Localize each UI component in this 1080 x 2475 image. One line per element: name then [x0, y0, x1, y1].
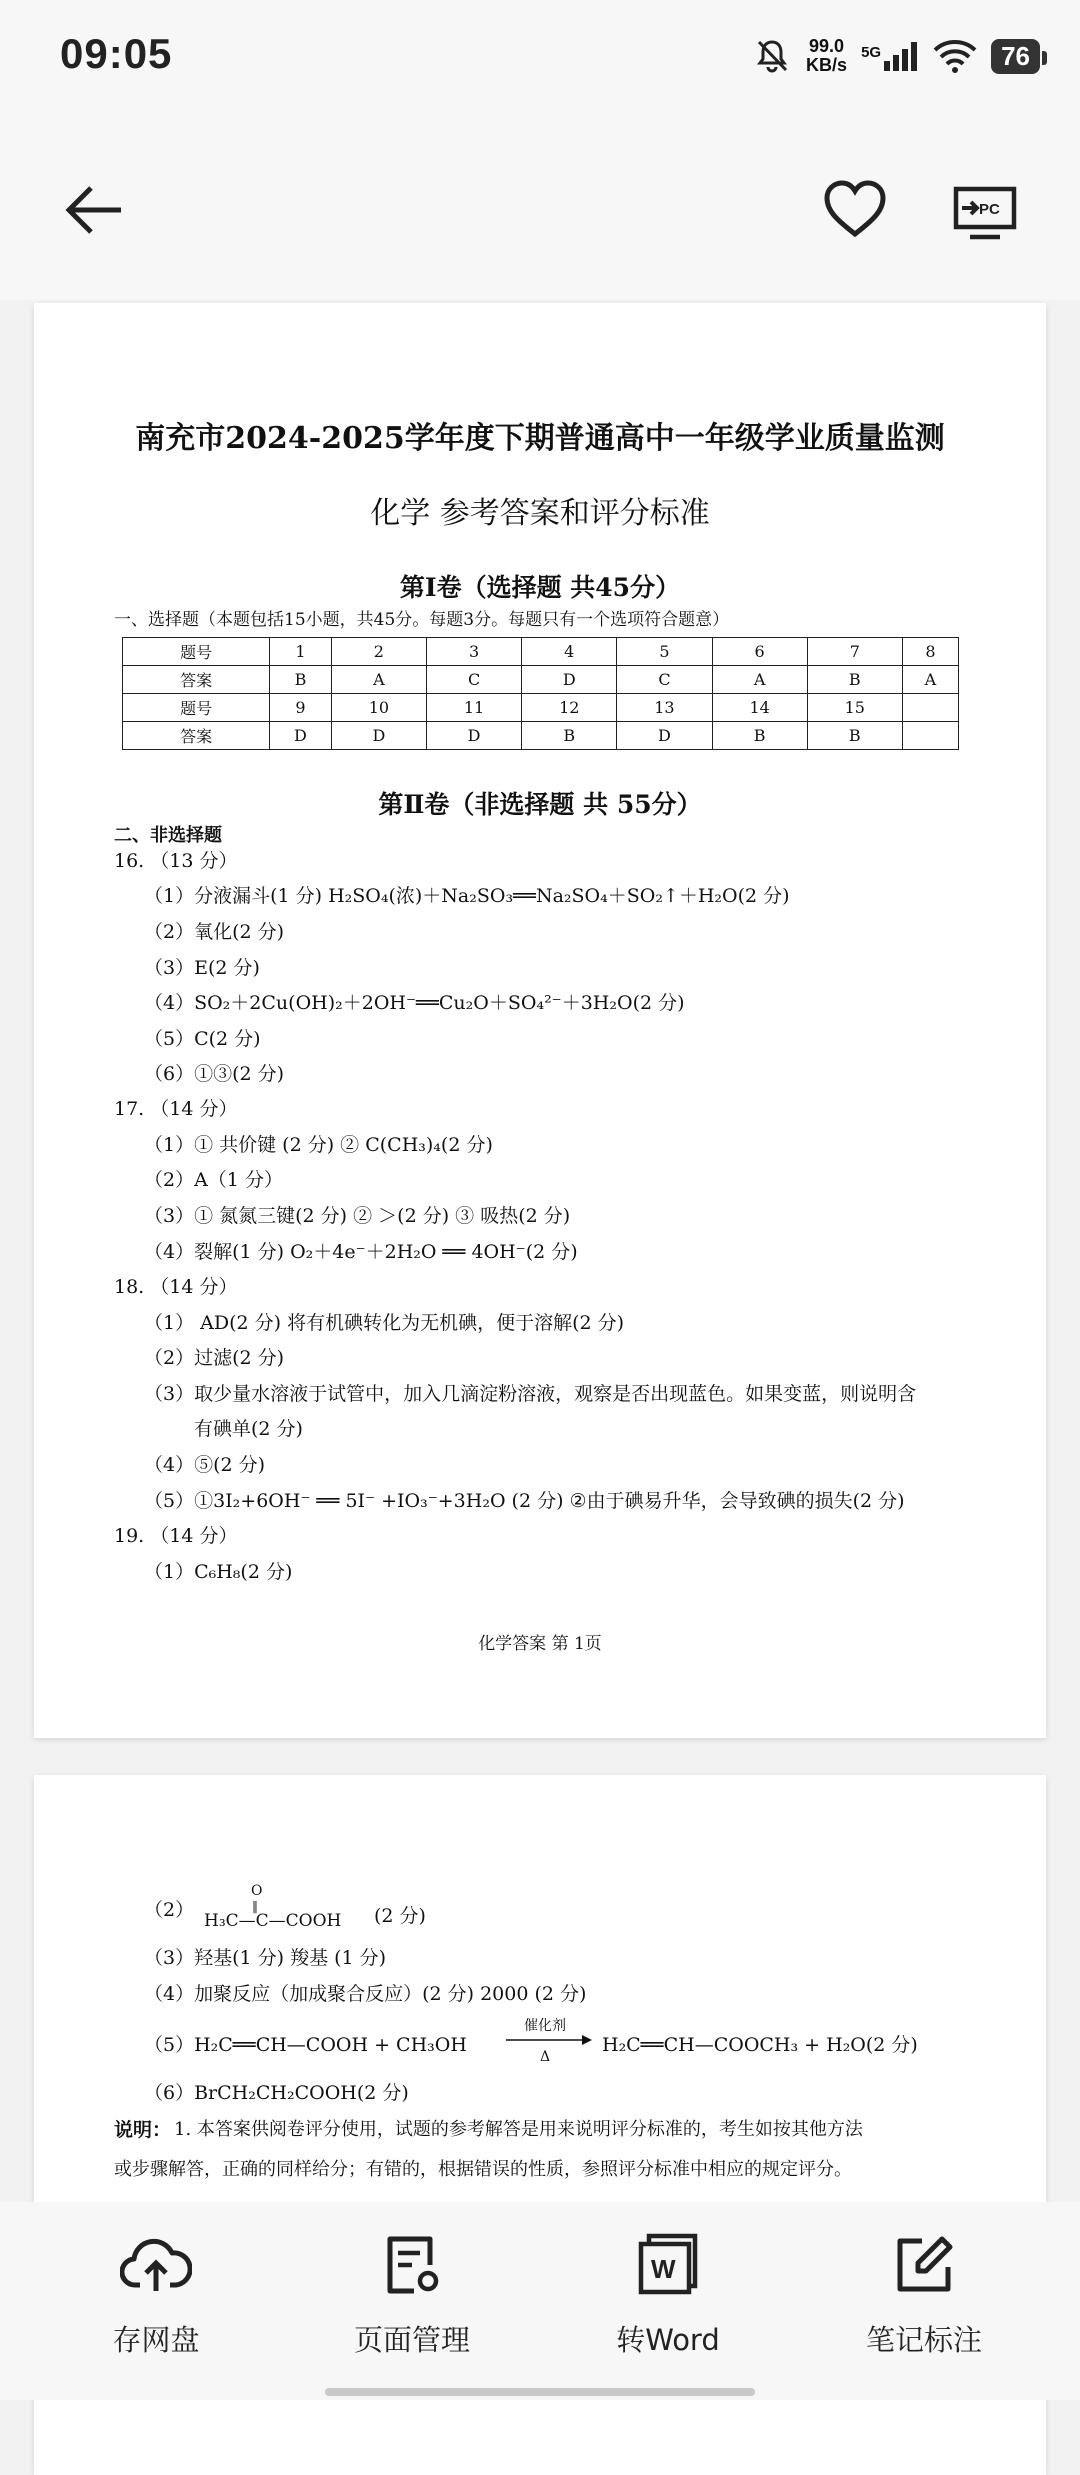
answer-line: （5）C(2 分) [144, 1028, 261, 1050]
table-cell: 4 [522, 638, 617, 666]
table-cell: 答案 [123, 666, 270, 694]
table-cell: 题号 [123, 638, 270, 666]
table-cell: 题号 [123, 694, 270, 722]
pc-screen-icon [952, 179, 1018, 245]
page-footer: 化学答案 第 1页 [478, 1634, 602, 1654]
table-cell: B [270, 666, 332, 694]
favorite-button[interactable] [815, 170, 895, 250]
answer-line: 18. （14 分） [114, 1276, 238, 1298]
document-subtitle: 化学 参考答案和评分标准 [370, 496, 710, 531]
mute-bell-icon [752, 36, 792, 76]
table-row [123, 638, 959, 666]
save-to-cloud-button[interactable] [46, 2230, 266, 2370]
table-cell [902, 722, 958, 750]
net-speed-unit: KB/s [806, 55, 848, 75]
note-label: 说明： [114, 2119, 172, 2141]
svg-text:W: W [651, 2254, 676, 2284]
table-cell: 2 [331, 638, 426, 666]
table-cell: A [902, 666, 958, 694]
battery-indicator: 76 [991, 39, 1040, 74]
table-cell: 3 [426, 638, 521, 666]
table-cell: D [270, 722, 332, 750]
net-speed [806, 37, 847, 75]
table-cell: 12 [522, 694, 617, 722]
status-bar [0, 0, 1080, 110]
note-line: 或步骤解答，正确的同样给分；有错的，根据错误的性质，参照评分标准中相应的规定评分。 [114, 2159, 852, 2180]
answer-line: （1） AD(2 分) 将有机碘转化为无机碘，便于溶解(2 分) [144, 1312, 625, 1334]
part1-title: 第Ⅰ卷（选择题 共45分） [399, 573, 681, 602]
double-bond-mark: ‖ [252, 1899, 258, 1913]
reaction-catalyst: 催化剂 [524, 2018, 566, 2034]
table-row [123, 666, 959, 694]
answer-line: （5）H₂C══CH—COOH + CH₃OH [144, 2034, 467, 2056]
answer-line: 19. （14 分） [114, 1525, 238, 1547]
answer-line: （1）分液漏斗(1 分) H₂SO₄(浓)＋Na₂SO₃══Na₂SO₄＋SO₂↑＋H₂O(2 分) [144, 885, 790, 907]
answer-line: （4）加聚反应（加成聚合反应）(2 分) 2000 (2 分) [144, 1983, 587, 2005]
toolbar-label: 笔记标注 [865, 2323, 982, 2357]
part2-title: 第Ⅱ卷（非选择题 共 55分） [378, 790, 702, 819]
answer-line: （3）羟基(1 分) 羧基 (1 分) [144, 1947, 387, 1969]
answer-line: （5）①3I₂+6OH⁻ ══ 5I⁻ +IO₃⁻+3H₂O (2 分) ②由于碘易升华，会导致碘的损失(2 分) [144, 1490, 905, 1512]
document-page-1[interactable] [34, 303, 1046, 1738]
app-bar [0, 110, 1080, 300]
page-settings-icon [380, 2233, 444, 2297]
answer-line: （3）① 氮氮三键(2 分) ② ＞(2 分) ③ 吸热(2 分) [144, 1205, 571, 1227]
document-title: 南充市2024-2025学年度下期普通高中一年级学业质量监测 [135, 421, 945, 456]
table-cell: 10 [331, 694, 426, 722]
signal-label: 5G [861, 44, 882, 61]
table-cell: 9 [270, 694, 332, 722]
answer-line: （4）裂解(1 分) O₂＋4e⁻＋2H₂O ══ 4OH⁻(2 分) [144, 1241, 578, 1263]
table-row [123, 722, 959, 750]
part2-heading: 二、非选择题 [114, 825, 222, 846]
signal-bars-icon [883, 41, 919, 71]
table-cell: B [807, 722, 902, 750]
table-cell: D [331, 722, 426, 750]
back-arrow-icon [63, 178, 127, 242]
answer-line: 17. （14 分） [114, 1098, 238, 1120]
answer-line: （6）①③(2 分) [144, 1063, 285, 1085]
table-cell: A [331, 666, 426, 694]
toolbar-label: 页面管理 [353, 2323, 470, 2357]
reaction-heat: Δ [540, 2049, 551, 2065]
page-manage-button[interactable] [302, 2230, 522, 2370]
toolbar-label: 转Word [616, 2323, 720, 2357]
cell-signal [861, 41, 919, 71]
table-cell: 15 [807, 694, 902, 722]
table-cell: 11 [426, 694, 521, 722]
table-cell: 5 [617, 638, 712, 666]
cloud-upload-icon [120, 2235, 192, 2295]
formula-carbonyl-o: O [251, 1883, 263, 1899]
answer-line: （1）① 共价键 (2 分) ② C(CH₃)₄(2 分) [144, 1134, 493, 1156]
table-cell: C [426, 666, 521, 694]
table-cell: C [617, 666, 712, 694]
table-row [123, 694, 959, 722]
table-cell: 7 [807, 638, 902, 666]
answer-line: （2）过滤(2 分) [144, 1347, 285, 1369]
answer-line: （3）取少量水溶液于试管中，加入几滴淀粉溶液，观察是否出现蓝色。如果变蓝，则说明含 [144, 1383, 917, 1405]
net-speed-value: 99.0 [809, 36, 845, 56]
table-cell: D [617, 722, 712, 750]
answer-line: （2） [144, 1899, 195, 1921]
table-cell: A [712, 666, 807, 694]
note-line: 1. 本答案供阅卷评分使用，试题的参考解答是用来说明评分标准的，考生如按其他方法 [174, 2119, 863, 2140]
table-cell: 13 [617, 694, 712, 722]
open-on-pc-button[interactable] [945, 172, 1025, 252]
word-doc-icon [635, 2232, 701, 2298]
heart-icon [823, 180, 887, 240]
table-cell: B [522, 722, 617, 750]
answer-line: （2）氧化(2 分) [144, 921, 285, 943]
bottom-toolbar [0, 2202, 1080, 2400]
table-cell: 14 [712, 694, 807, 722]
answer-line: （2）A（1 分） [144, 1169, 283, 1191]
toolbar-label: 存网盘 [112, 2323, 200, 2357]
table-cell: 6 [712, 638, 807, 666]
answer-line: （4）SO₂＋2Cu(OH)₂＋2OH⁻══Cu₂O＋SO₄²⁻＋3H₂O(2 分) [144, 992, 685, 1014]
table-cell: 1 [270, 638, 332, 666]
answer-line: 16. （13 分） [114, 850, 238, 872]
formula-score: (2 分) [374, 1905, 426, 1927]
back-button[interactable] [55, 170, 135, 250]
table-cell: B [712, 722, 807, 750]
table-cell: 8 [902, 638, 958, 666]
part1-instruction: 一、选择题（本题包括15小题，共45分。每题3分。每题只有一个选项符合题意） [114, 610, 730, 630]
answer-line: （3）E(2 分) [144, 957, 260, 979]
answer-table [122, 637, 959, 750]
svg-text:PC: PC [979, 201, 1000, 218]
home-indicator[interactable] [325, 2388, 755, 2396]
wifi-icon [933, 39, 977, 73]
answer-line: （4）⑤(2 分) [144, 1454, 266, 1476]
table-cell: 答案 [123, 722, 270, 750]
table-cell [902, 694, 958, 722]
table-cell: D [522, 666, 617, 694]
formula-main: H₃C—C—COOH [204, 1911, 342, 1931]
answer-line: 有碘单(2 分) [194, 1418, 303, 1440]
table-cell: B [807, 666, 902, 694]
convert-to-word-button[interactable] [558, 2230, 778, 2370]
answer-line: （6）BrCH₂CH₂COOH(2 分) [144, 2082, 409, 2104]
clock: 09:05 [60, 30, 173, 77]
table-cell: D [426, 722, 521, 750]
answer-line: （1）C₆H₈(2 分) [144, 1561, 293, 1583]
answer-line: H₂C══CH—COOCH₃ + H₂O(2 分) [602, 2034, 918, 2056]
reaction-arrow-icon [506, 2033, 594, 2047]
edit-note-icon [892, 2233, 956, 2297]
note-annotate-button[interactable] [814, 2230, 1034, 2370]
